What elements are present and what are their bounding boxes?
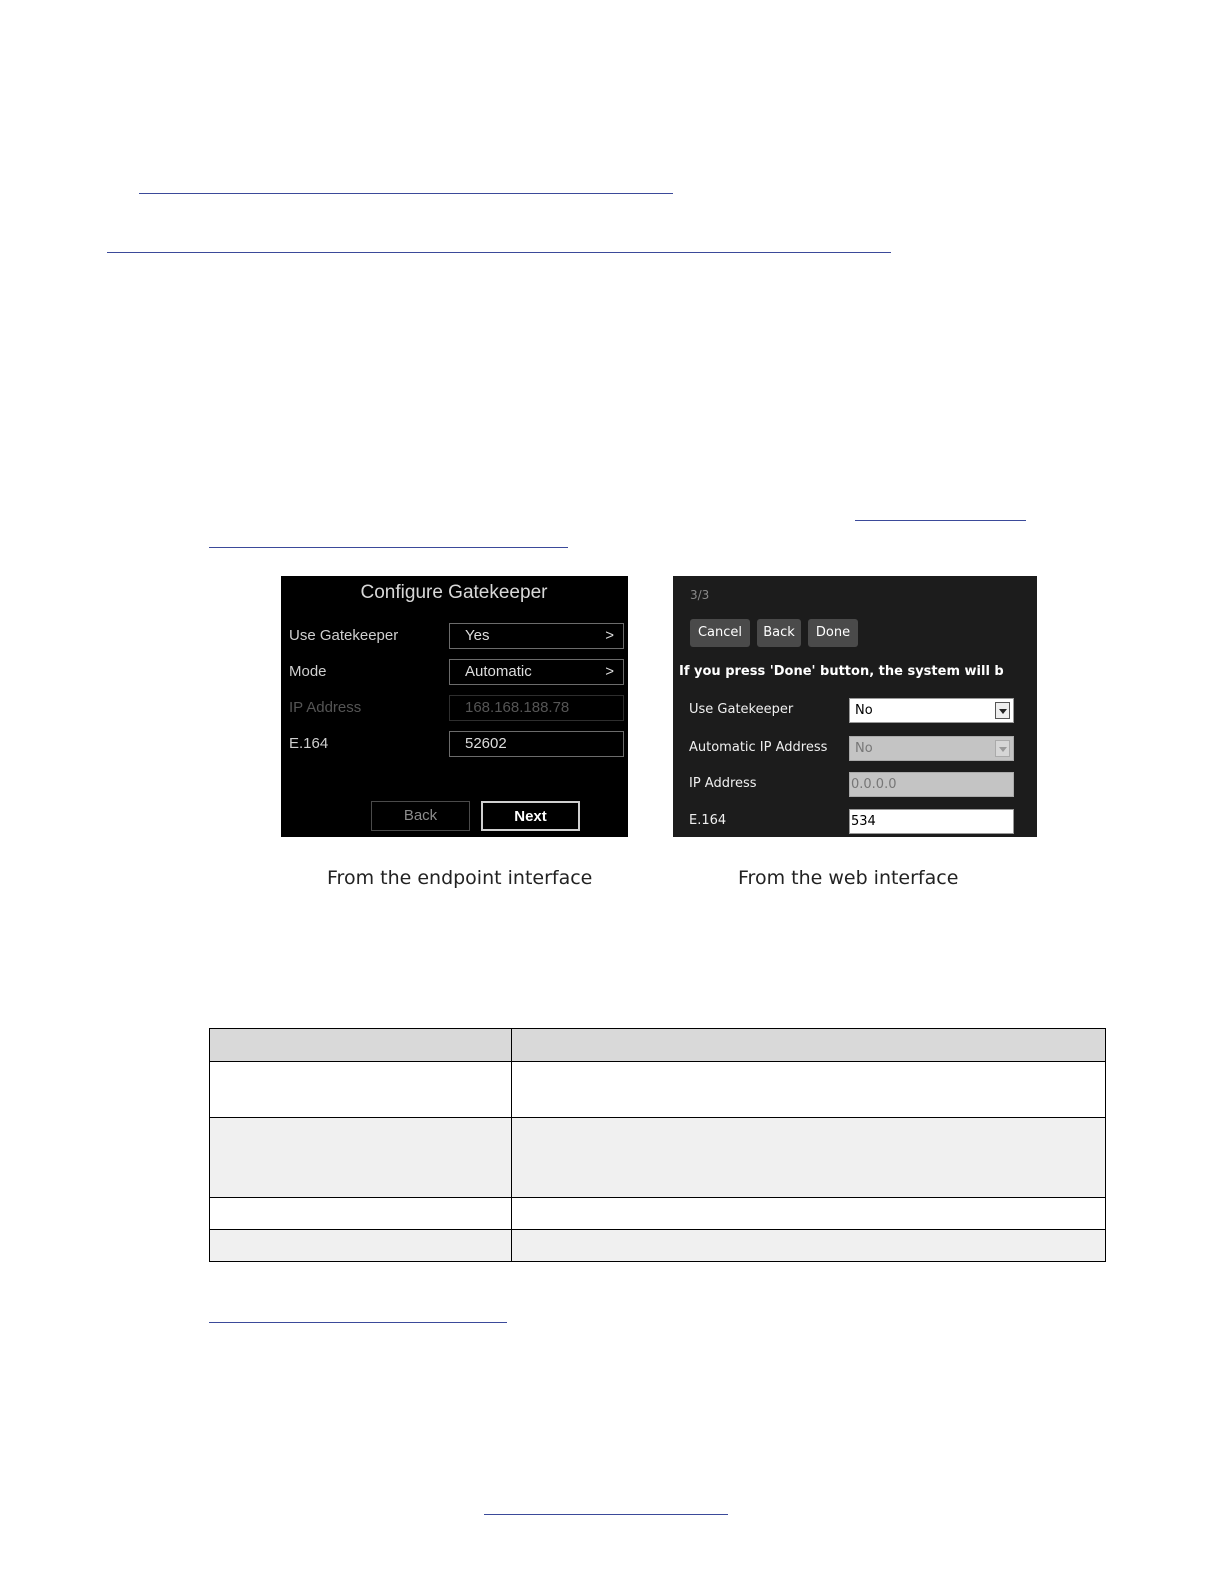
ip-address-value: 0.0.0.0 [851, 777, 897, 792]
use-gatekeeper-value: No [855, 703, 873, 718]
link-underline-2[interactable] [855, 520, 1026, 521]
back-button[interactable]: Back [371, 801, 470, 831]
automatic-ip-value: No [855, 741, 873, 756]
web-interface-screenshot [673, 576, 1037, 837]
use-gatekeeper-label: Use Gatekeeper [289, 627, 399, 644]
use-gatekeeper-label: Use Gatekeeper [689, 702, 794, 717]
table-cell [210, 1118, 512, 1198]
done-button[interactable]: Done [808, 619, 858, 647]
table-cell [511, 1230, 1105, 1262]
link-underline-4[interactable] [209, 1322, 507, 1323]
link-underline-1[interactable] [139, 193, 673, 194]
automatic-ip-select [849, 736, 1014, 761]
table-row [210, 1062, 1106, 1118]
ip-address-input [849, 772, 1014, 797]
endpoint-interface-screenshot [281, 576, 628, 837]
e164-value: 534 [851, 814, 876, 829]
link-underline-3[interactable] [209, 547, 568, 548]
ip-address-value: 168.168.188.78 [465, 699, 570, 716]
ip-address-label: IP Address [289, 699, 362, 716]
dropdown-arrow-icon [995, 702, 1010, 719]
back-button[interactable]: Back [757, 619, 801, 647]
mode-value: Automatic [465, 663, 532, 680]
dropdown-arrow-icon [995, 740, 1010, 757]
e164-label: E.164 [689, 813, 727, 828]
table-cell [511, 1029, 1105, 1062]
endpoint-title: Configure Gatekeeper [360, 582, 548, 603]
table-cell [210, 1230, 512, 1262]
web-caption: From the web interface [738, 867, 959, 889]
table-cell [210, 1029, 512, 1062]
table-header-row [210, 1029, 1106, 1062]
chevron-right-icon: > [605, 627, 614, 644]
chevron-right-icon: > [605, 663, 614, 680]
e164-field[interactable] [449, 731, 624, 757]
use-gatekeeper-value: Yes [465, 627, 490, 644]
table-row [210, 1198, 1106, 1230]
next-button[interactable]: Next [481, 801, 580, 831]
table-cell [511, 1198, 1105, 1230]
warning-text: If you press 'Done' button, the system will b [679, 664, 1004, 679]
table-cell [210, 1198, 512, 1230]
table-row [210, 1230, 1106, 1262]
ip-address-field [449, 695, 624, 721]
step-indicator: 3/3 [690, 588, 710, 602]
use-gatekeeper-field[interactable] [449, 623, 624, 649]
footer-link-underline[interactable] [484, 1514, 728, 1515]
table-cell [511, 1062, 1105, 1118]
e164-label: E.164 [289, 735, 329, 752]
table-cell [511, 1118, 1105, 1198]
ip-address-label: IP Address [689, 776, 757, 791]
table-row [210, 1118, 1106, 1198]
parameter-table [209, 1028, 1106, 1262]
mode-field[interactable] [449, 659, 624, 685]
table-cell [210, 1062, 512, 1118]
use-gatekeeper-select[interactable] [849, 698, 1014, 723]
automatic-ip-label: Automatic IP Address [689, 740, 828, 755]
section-divider [107, 252, 891, 253]
e164-input[interactable] [849, 809, 1014, 834]
cancel-button[interactable]: Cancel [690, 619, 750, 647]
endpoint-caption: From the endpoint interface [327, 867, 593, 889]
mode-label: Mode [289, 663, 327, 680]
e164-value: 52602 [465, 735, 507, 752]
